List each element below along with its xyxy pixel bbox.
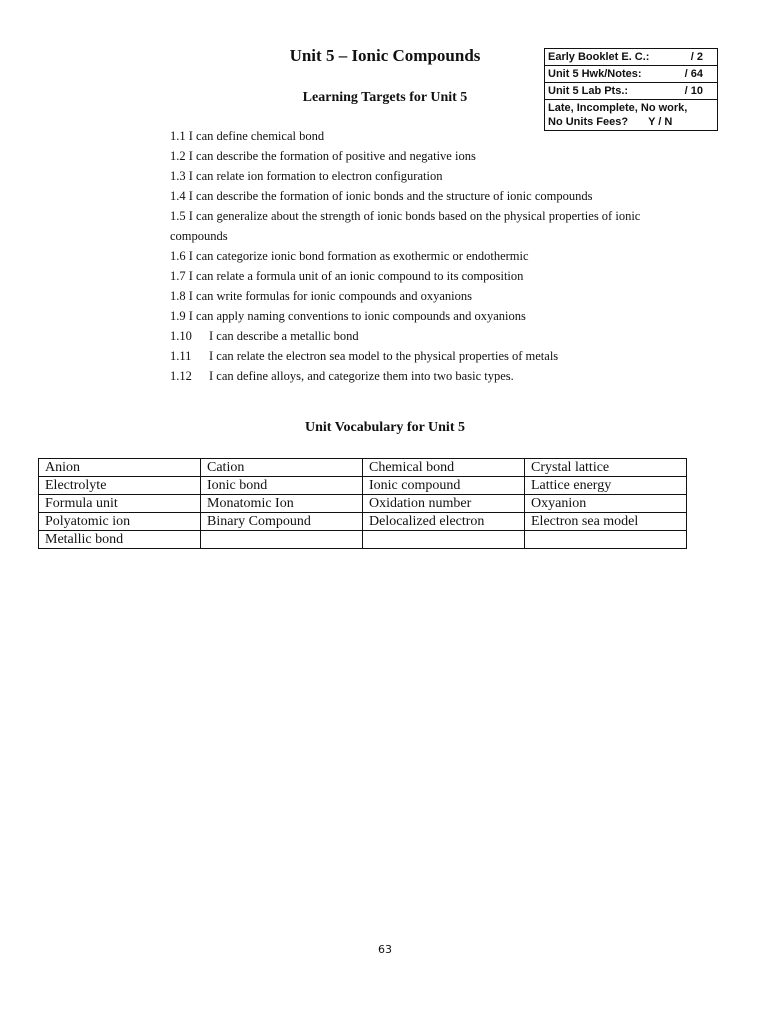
target-item: [170, 306, 710, 326]
vocab-cell: Oxyanion: [525, 495, 687, 513]
target-item: [170, 206, 710, 226]
vocab-cell: [201, 531, 363, 549]
table-row: [39, 459, 687, 477]
target-number: 1.10: [170, 329, 192, 343]
vocab-cell: Chemical bond: [363, 459, 525, 477]
target-number: 1.7: [170, 269, 186, 283]
target-item: [170, 166, 710, 186]
vocabulary-table: [38, 458, 687, 549]
target-text: I can describe a metallic bond: [209, 329, 359, 343]
target-number: 1.3: [170, 169, 186, 183]
learning-targets-list: [170, 126, 710, 386]
target-text: I can define chemical bond: [188, 129, 325, 143]
table-row: [39, 531, 687, 549]
target-text: I can write formulas for ionic compounds and oxyanions: [188, 289, 473, 303]
late-fees-line2: No Units Fees?: [548, 116, 629, 128]
score-row-early-booklet: [545, 49, 717, 66]
target-item: [170, 286, 710, 306]
score-row-lab: [545, 83, 717, 100]
target-number: 1.8: [170, 289, 186, 303]
target-number: 1.6: [170, 249, 186, 263]
vocab-cell: Binary Compound: [201, 513, 363, 531]
learning-targets-heading: Learning Targets for Unit 5: [302, 90, 468, 105]
vocab-cell: Anion: [39, 459, 201, 477]
score-value: / 2: [690, 51, 703, 63]
target-item: [170, 366, 710, 386]
score-value: / 10: [684, 85, 703, 97]
table-row: [39, 495, 687, 513]
target-text: I can generalize about the strength of ionic bonds based on the physical properties of ionic: [188, 209, 641, 223]
target-text: I can apply naming conventions to ionic compounds and oxyanions: [188, 309, 526, 323]
target-item: [170, 146, 710, 166]
target-item: [170, 246, 710, 266]
target-number: 1.11: [170, 349, 192, 363]
target-number: 1.9: [170, 309, 186, 323]
vocab-cell: Lattice energy: [525, 477, 687, 495]
target-number: 1.1: [170, 129, 186, 143]
target-text: I can describe the formation of positive and negative ions: [188, 149, 476, 163]
vocab-cell: Oxidation number: [363, 495, 525, 513]
score-box: [544, 48, 718, 131]
table-row: [39, 477, 687, 495]
table-row: [39, 513, 687, 531]
target-item: [170, 326, 710, 346]
target-continuation: compounds: [170, 229, 228, 243]
vocab-cell: Crystal lattice: [525, 459, 687, 477]
vocab-cell: [525, 531, 687, 549]
score-value: / 64: [684, 68, 703, 80]
target-number: 1.2: [170, 149, 186, 163]
target-number: 1.5: [170, 209, 186, 223]
vocab-cell: Delocalized electron: [363, 513, 525, 531]
page-title: Unit 5 – Ionic Compounds: [289, 46, 481, 65]
target-text: I can describe the formation of ionic bonds and the structure of ionic compounds: [188, 189, 593, 203]
target-item: [170, 346, 710, 366]
vocabulary-heading: Unit Vocabulary for Unit 5: [305, 420, 465, 435]
page-number: 63: [378, 943, 392, 956]
target-item: [170, 266, 710, 286]
yes-no-choice: Y / N: [648, 116, 673, 128]
vocab-cell: Cation: [201, 459, 363, 477]
target-item: [170, 126, 710, 146]
vocab-cell: Metallic bond: [39, 531, 201, 549]
vocab-cell: Monatomic Ion: [201, 495, 363, 513]
score-label: Early Booklet E. C.:: [548, 51, 650, 63]
score-label: Unit 5 Lab Pts.:: [548, 85, 629, 97]
target-text: I can relate ion formation to electron configuration: [188, 169, 443, 183]
vocab-cell: Formula unit: [39, 495, 201, 513]
score-label: Unit 5 Hwk/Notes:: [548, 68, 642, 80]
target-item: [170, 186, 710, 206]
target-number: 1.4: [170, 189, 186, 203]
vocab-cell: Polyatomic ion: [39, 513, 201, 531]
vocab-cell: [363, 531, 525, 549]
target-text: I can relate a formula unit of an ionic compound to its composition: [188, 269, 524, 283]
vocab-cell: Ionic bond: [201, 477, 363, 495]
score-row-homework: [545, 66, 717, 83]
vocab-cell: Electrolyte: [39, 477, 201, 495]
target-text: I can categorize ionic bond formation as exothermic or endothermic: [188, 249, 529, 263]
target-text: I can define alloys, and categorize them into two basic types.: [209, 369, 514, 383]
vocab-cell: Electron sea model: [525, 513, 687, 531]
late-fees-line1: Late, Incomplete, No work,: [548, 102, 688, 114]
target-text: I can relate the electron sea model to the physical properties of metals: [209, 349, 559, 363]
target-number: 1.12: [170, 369, 192, 383]
vocab-cell: Ionic compound: [363, 477, 525, 495]
